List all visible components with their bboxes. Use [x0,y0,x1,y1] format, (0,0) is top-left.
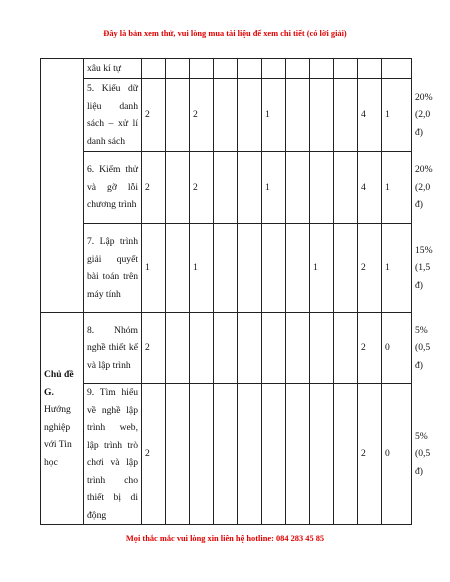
count-cell [310,384,334,525]
count-cell [286,313,310,384]
count-cell: 0 [382,313,412,384]
count-cell [214,384,238,525]
count-cell [214,79,238,152]
count-cell [214,59,238,79]
count-cell: 1 [190,224,214,313]
count-cell [190,59,214,79]
count-cell [358,59,382,79]
count-cell: 0 [382,384,412,525]
count-cell [214,152,238,224]
count-cell [142,59,166,79]
content-cell: 9. Tìm hiểu về nghề lập trình web, lập trình trò chơi và lập trình cho thiết bị di động [84,384,142,525]
count-cell [166,384,190,525]
count-cell [334,224,358,313]
table-row: 6. Kiểm thử và gỡ lỗi chương trình 2 2 1 4 1 20% (2,0 đ) [41,152,412,224]
count-cell: 1 [382,79,412,152]
count-cell [310,313,334,384]
hotline-notice: Mọi thắc mắc vui lòng xin liên hệ hotline: 084 283 45 85 [125,534,325,543]
count-cell [166,313,190,384]
count-cell [262,313,286,384]
count-cell [310,79,334,152]
count-cell [262,59,286,79]
count-cell: 2 [358,384,382,525]
exam-matrix-table [40,58,433,525]
count-cell: 1 [382,152,412,224]
count-cell: 2 [142,79,166,152]
count-cell [310,152,334,224]
count-cell [334,313,358,384]
topic-cell-empty [41,59,84,313]
count-cell: 1 [142,224,166,313]
count-cell [190,384,214,525]
count-cell [334,152,358,224]
count-cell [286,59,310,79]
count-cell: 2 [142,313,166,384]
topic-cell [41,313,84,525]
count-cell: 1 [310,224,334,313]
table-row: Chủ đề G. Hướng nghiệp với Tin học 8. Nhóm nghề thiết kế và lập trình 2 2 0 5% (0,5 đ) [41,313,412,384]
count-cell [214,313,238,384]
topic-heading: Chủ đề G. [44,369,74,398]
content-cell: 5. Kiểu dữ liệu danh sách – xử lí danh sách [84,79,142,152]
count-cell [286,152,310,224]
count-cell [286,384,310,525]
count-cell [166,152,190,224]
content-cell: 7. Lập trình giải quyết bài toán trên máy tính [84,224,142,313]
count-cell: 1 [262,79,286,152]
content-cell: 8. Nhóm nghề thiết kế và lập trình [84,313,142,384]
count-cell: 2 [142,152,166,224]
count-cell: 1 [262,152,286,224]
count-cell: 2 [358,224,382,313]
count-cell [238,152,262,224]
content-cell: 6. Kiểm thử và gỡ lỗi chương trình [84,152,142,224]
count-cell [214,224,238,313]
table-row: 5. Kiểu dữ liệu danh sách – xử lí danh sách 2 2 1 4 1 20% (2,0 đ) [41,79,412,152]
count-cell [238,59,262,79]
preview-notice: Đây là bản xem thử, vui lòng mua tài liệu để xem chi tiết (có lời giải) [103,29,347,38]
count-cell: 2 [142,384,166,525]
count-cell: 2 [190,152,214,224]
count-cell [238,79,262,152]
count-cell [190,313,214,384]
count-cell [286,79,310,152]
count-cell [166,59,190,79]
count-cell [382,59,412,79]
table-row: 7. Lập trình giải quyết bài toán trên máy tính 1 1 1 2 1 15% (1,5 đ) [41,224,412,313]
count-cell: 2 [358,313,382,384]
table-row: 9. Tìm hiểu về nghề lập trình web, lập trình trò chơi và lập trình cho thiết bị di động 2 2 0 5% (0,5 đ) [41,384,412,525]
count-cell [166,79,190,152]
count-cell [262,224,286,313]
count-cell [166,224,190,313]
count-cell: 4 [358,152,382,224]
count-cell: 1 [382,224,412,313]
topic-body: Hướng nghiệp với Tin học [44,404,72,468]
count-cell [334,79,358,152]
count-cell [238,224,262,313]
count-cell [334,59,358,79]
count-cell [334,384,358,525]
count-cell [238,384,262,525]
count-cell [238,313,262,384]
count-cell [262,384,286,525]
count-cell [310,59,334,79]
count-cell: 4 [358,79,382,152]
content-cell: xâu kí tự [84,59,142,79]
count-cell: 2 [190,79,214,152]
count-cell [286,224,310,313]
table-row [41,59,412,79]
